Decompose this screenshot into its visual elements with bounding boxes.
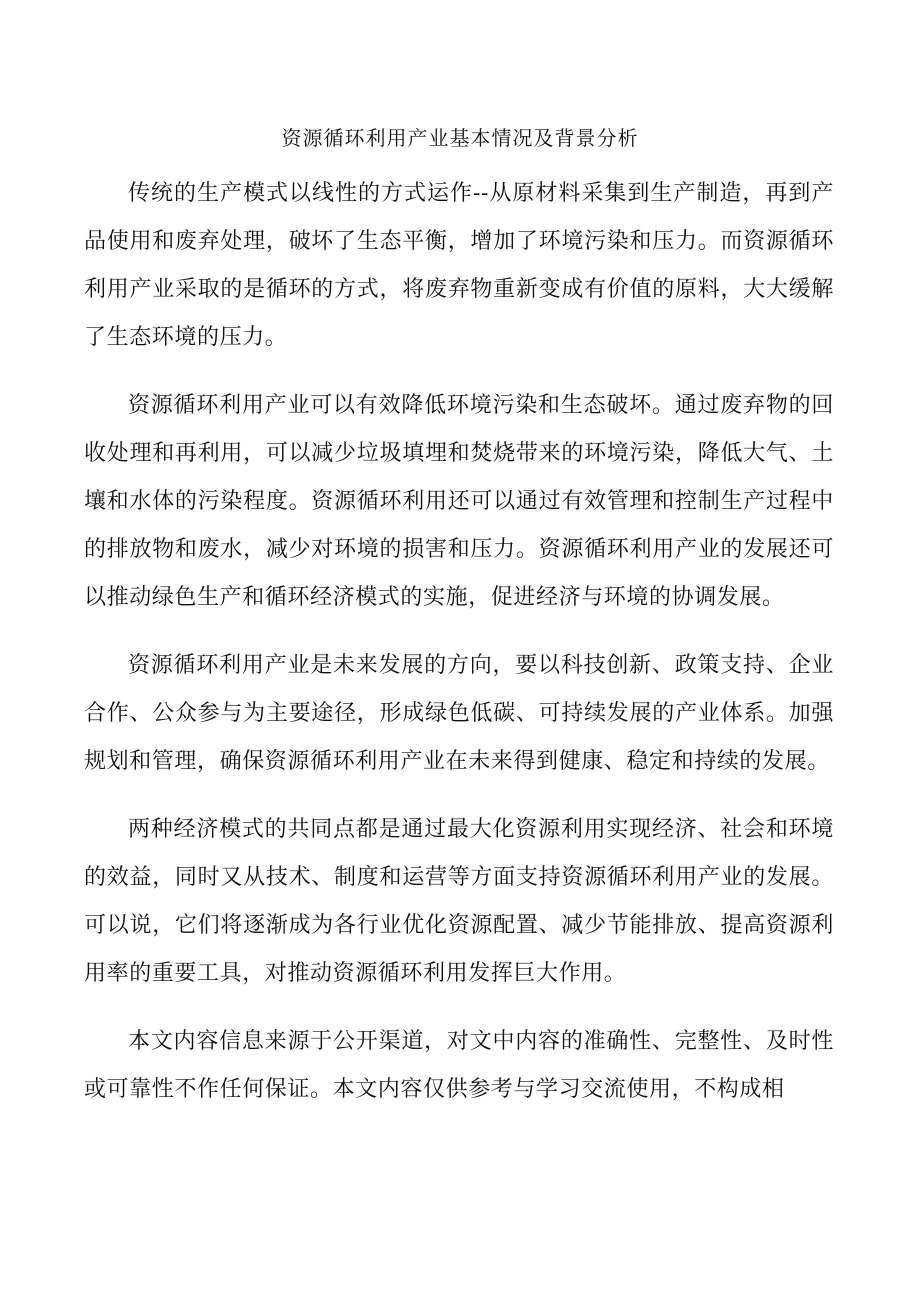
paragraph-3: 资源循环利用产业是未来发展的方向，要以科技创新、政策支持、企业合作、公众参与为主要途径，形成绿色低碳、可持续发展的产业体系。加强规划和管理，确保资源循环利用产业在未来得到健康、稳定和持续的发展。 xyxy=(84,653,834,774)
paragraph-4: 两种经济模式的共同点都是通过最大化资源利用实现经济、社会和环境的效益，同时又从技术、制度和运营等方面支持资源循环利用产业的发展。可以说，它们将逐渐成为各行业优化资源配置、减少节能排放、提高资源利用率的重要工具，对推动资源循环利用发挥巨大作用。 xyxy=(84,817,834,986)
paragraph-5: 本文内容信息来源于公开渠道，对文中内容的准确性、完整性、及时性或可靠性不作任何保证。本文内容仅供参考与学习交流使用，不构成相 xyxy=(84,1029,834,1102)
paragraph-2: 资源循环利用产业可以有效降低环境污染和生态破坏。通过废弃物的回收处理和再利用，可以减少垃圾填埋和焚烧带来的环境污染，降低大气、土壤和水体的污染程度。资源循环利用还可以通过有效管理和控制生产过程中的排放物和废水，减少对环境的损害和压力。资源循环利用产业的发展还可以推动绿色生产和循环经济模式的实施，促进经济与环境的协调发展。 xyxy=(84,393,834,610)
document-title: 资源循环利用产业基本情况及背景分析 xyxy=(281,126,639,150)
document-body xyxy=(84,170,834,1134)
paragraph-1: 传统的生产模式以线性的方式运作--从原材料采集到生产制造，再到产品使用和废弃处理，破坏了生态平衡，增加了环境污染和压力。而资源循环利用产业采取的是循环的方式，将废弃物重新变成有价值的原料，大大缓解了生态环境的压力。 xyxy=(84,181,834,350)
